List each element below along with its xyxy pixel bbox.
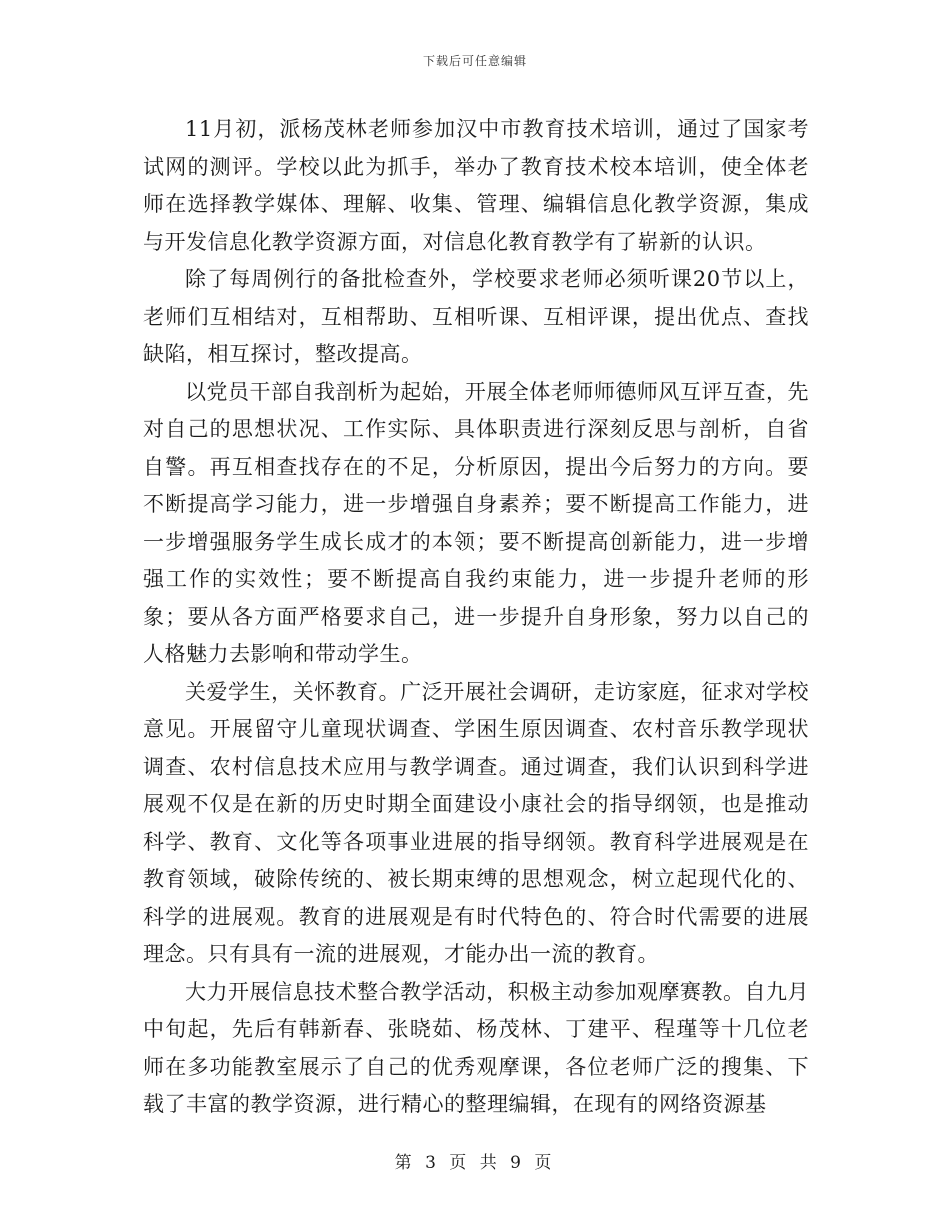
paragraph: 除了每周例行的备批检查外，学校要求老师必须听课20节以上，老师们互相结对，互相帮助、互相听课、互相评课，提出优点、查找缺陷，相互探讨，整改提高。 [143, 267, 809, 366]
paragraph: 以党员干部自我剖析为起始，开展全体老师师德师风互评互查，先对自己的思想状况、工作实际、具体职责进行深刻反思与剖析，自省自警。再互相查找存在的不足，分析原因，提出今后努力的方向。要不断提高学习能力，进一步增强自身素养；要不断提高工作能力，进一步增强服务学生成长成才的本领；要不断提高创新能力，进一步增强工作的实效性；要不断提高自我约束能力，进一步提升老师的形象；要从各方面严格要求自己，进一步提升自身形象，努力以自己的人格魅力去影响和带动学生。 [143, 379, 809, 666]
document-body [143, 111, 809, 1124]
paragraph: 关爱学生，关怀教育。广泛开展社会调研，走访家庭，征求对学校意见。开展留守儿童现状调查、学困生原因调查、农村音乐教学现状调查、农村信息技术应用与教学调查。通过调查，我们认识到科学进展观不仅是在新的历史时期全面建设小康社会的指导纲领，也是推动科学、教育、文化等各项事业进展的指导纲领。教育科学进展观是在教育领域，破除传统的、被长期束缚的思想观念，树立起现代化的、科学的进展观。教育的进展观是有时代特色的、符合时代需要的进展理念。只有具有一流的进展观，才能办出一流的教育。 [143, 679, 809, 966]
paragraph: 大力开展信息技术整合教学活动，积极主动参加观摩赛教。自九月中旬起，先后有韩新春、张晓茹、杨茂林、丁建平、程瑾等十几位老师在多功能教室展示了自己的优秀观摩课，各位老师广泛的搜集、下载了丰富的教学资源，进行精心的整理编辑，在现有的网络资源基 [143, 979, 809, 1116]
paragraph: 11月初，派杨茂林老师参加汉中市教育技术培训，通过了国家考试网的测评。学校以此为抓手，举办了教育技术校本培训，使全体老师在选择教学媒体、理解、收集、管理、编辑信息化教学资源，集成与开发信息化教学资源方面，对信息化教育教学有了崭新的认识。 [143, 117, 809, 254]
page-header: 下载后可任意编辑 [422, 54, 527, 68]
page-footer: 第 3 页 共 9 页 [394, 1153, 556, 1173]
